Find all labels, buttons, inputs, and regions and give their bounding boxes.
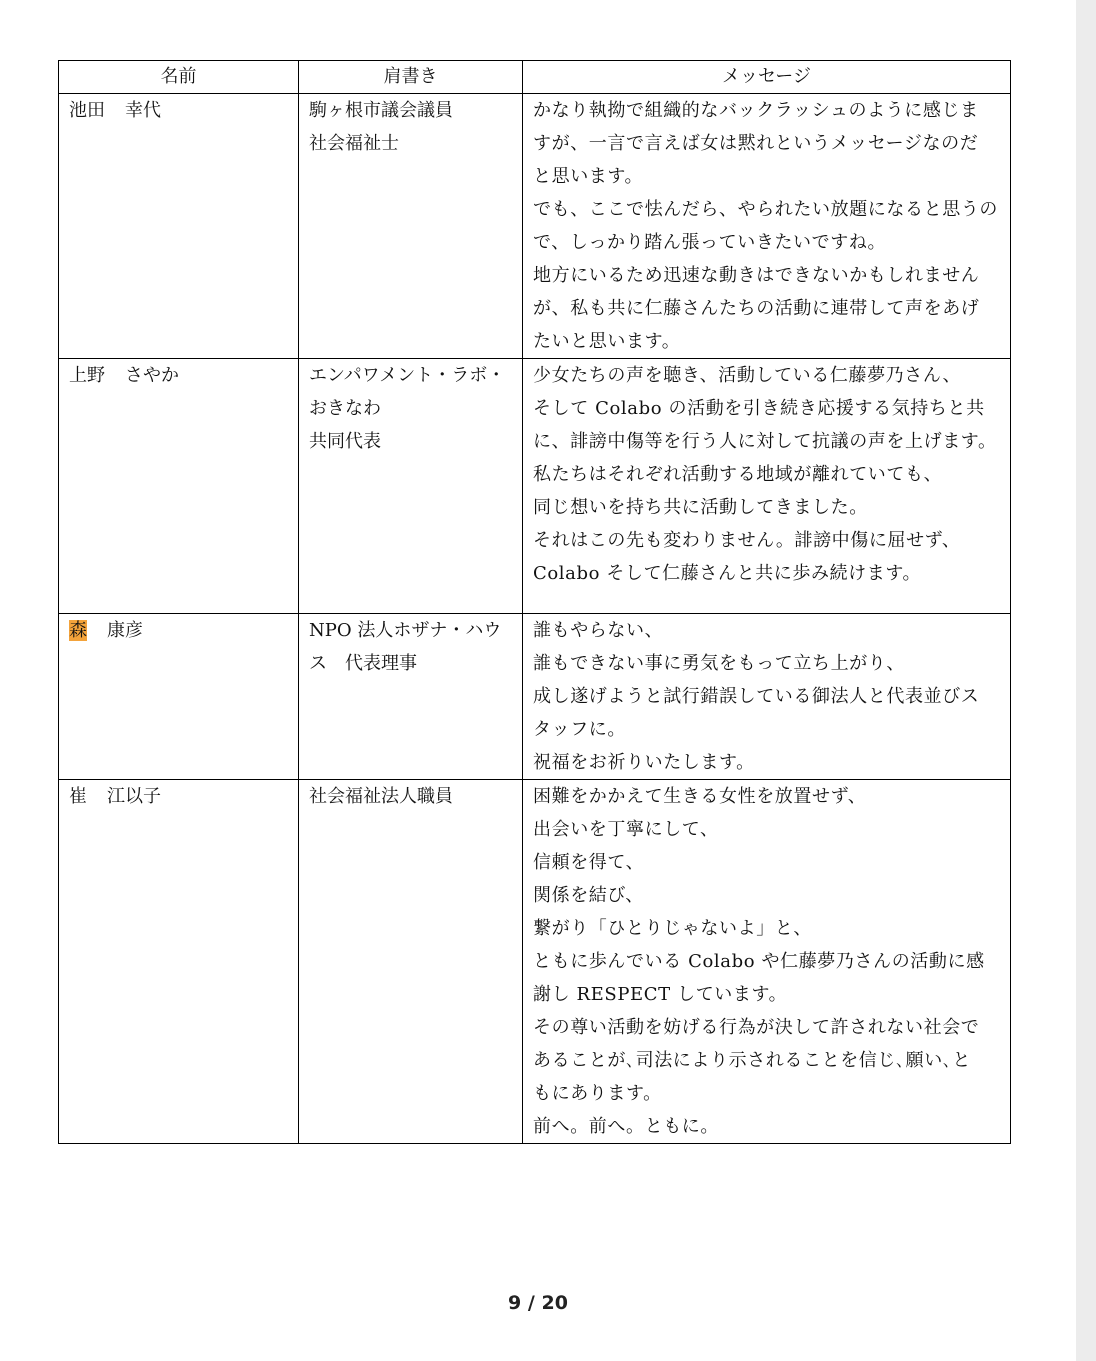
given-name: 幸代 [125,100,161,121]
header-name: 名前 [59,61,299,94]
message-line: と思います。 [533,166,644,187]
surname: 崔 [69,786,87,807]
table-row [59,614,1011,780]
given-name: さやか [125,365,179,386]
messages-table [58,60,1011,1144]
message-line: 信頼を得て、 [533,852,645,873]
given-name: 康彦 [107,620,143,641]
message-line: その尊い活動を妨げる行為が決して許されない社会で [533,1017,980,1038]
message-line: 地方にいるため迅速な動きはできないかもしれません [533,265,980,286]
message-line: 成し遂げようと試行錯誤している御法人と代表並びス [533,686,980,707]
message-line: で、しっかり踏ん張っていきたいですね。 [533,232,887,253]
title-cell [299,780,523,1144]
message-cell [523,94,1011,359]
name-cell [59,780,299,1144]
given-name: 江以子 [107,786,161,807]
message-line: が、私も共に仁藤さんたちの活動に連帯して声をあげ [533,298,980,319]
message-cell [523,359,1011,614]
title-line: 社会福祉士 [309,133,399,154]
message-line: すが、一言で言えば女は黙れというメッセージなのだ [533,133,979,154]
message-line: 繋がり「ひとりじゃないよ」と、 [533,918,812,939]
title-cell [299,614,523,780]
message-line: 関係を結び、 [533,885,644,906]
title-line: おきなわ [309,398,381,419]
surname: 上野 [69,365,105,386]
message-cell [523,614,1011,780]
title-line: ス 代表理事 [309,653,417,674]
header-message: メッセージ [523,61,1011,94]
total-pages: 20 [541,1292,568,1314]
message-line: Colabo そして仁藤さんと共に歩み続けます。 [533,563,922,584]
table-row [59,359,1011,614]
table-header-row [59,61,1011,94]
title-line: エンパワメント・ラボ・ [309,365,506,386]
message-line: 前へ。前へ。ともに。 [533,1116,719,1137]
message-line: 謝し RESPECT しています。 [533,984,788,1005]
current-page: 9 [508,1292,522,1314]
message-line: そして Colabo の活動を引き続き応援する気持ちと共 [533,398,985,419]
surname: 池田 [69,100,105,121]
message-line: でも、ここで怯んだら、やられたい放題になると思うの [533,199,998,220]
message-line: 祝福をお祈りいたします。 [533,752,755,773]
message-line: あることが､司法により示されることを信じ､願い､と [533,1050,971,1071]
title-cell [299,94,523,359]
page-separator: / [527,1292,535,1314]
page-indicator [0,1292,1076,1314]
title-line: 駒ヶ根市議会議員 [309,100,453,121]
message-line: 誰もやらない、 [533,620,664,641]
name-cell [59,94,299,359]
message-line: 出会いを丁寧にして、 [533,819,719,840]
title-line: 社会福祉法人職員 [309,786,453,807]
message-line: もにあります。 [533,1083,662,1104]
name-cell [59,614,299,780]
message-line: それはこの先も変わりません。誹謗中傷に屈せず、 [533,530,961,551]
message-line: かなり執拗で組織的なバックラッシュのように感じま [533,100,979,121]
header-title: 肩書き [299,61,523,94]
message-line: 誰もできない事に勇気をもって立ち上がり、 [533,653,905,674]
title-line: NPO 法人ホザナ・ハウ [309,620,502,641]
message-line: タッフに。 [533,719,626,740]
message-line: たいと思います。 [533,331,681,352]
message-line: 同じ想いを持ち共に活動してきました。 [533,497,868,518]
message-line: に、誹謗中傷等を行う人に対して抗議の声を上げます。 [533,431,997,452]
title-cell [299,359,523,614]
table-row [59,94,1011,359]
message-line: ともに歩んでいる Colabo や仁藤夢乃さんの活動に感 [533,951,985,972]
message-line: 私たちはそれぞれ活動する地域が離れていても、 [533,464,943,485]
message-line: 少女たちの声を聴き、活動している仁藤夢乃さん、 [533,365,962,386]
table-row [59,780,1011,1144]
title-line: 共同代表 [309,431,381,452]
message-cell [523,780,1011,1144]
message-line: 困難をかかえて生きる女性を放置せず、 [533,786,867,807]
highlighted-surname: 森 [69,620,87,641]
name-cell [59,359,299,614]
scrollbar-track[interactable] [1076,0,1096,1361]
